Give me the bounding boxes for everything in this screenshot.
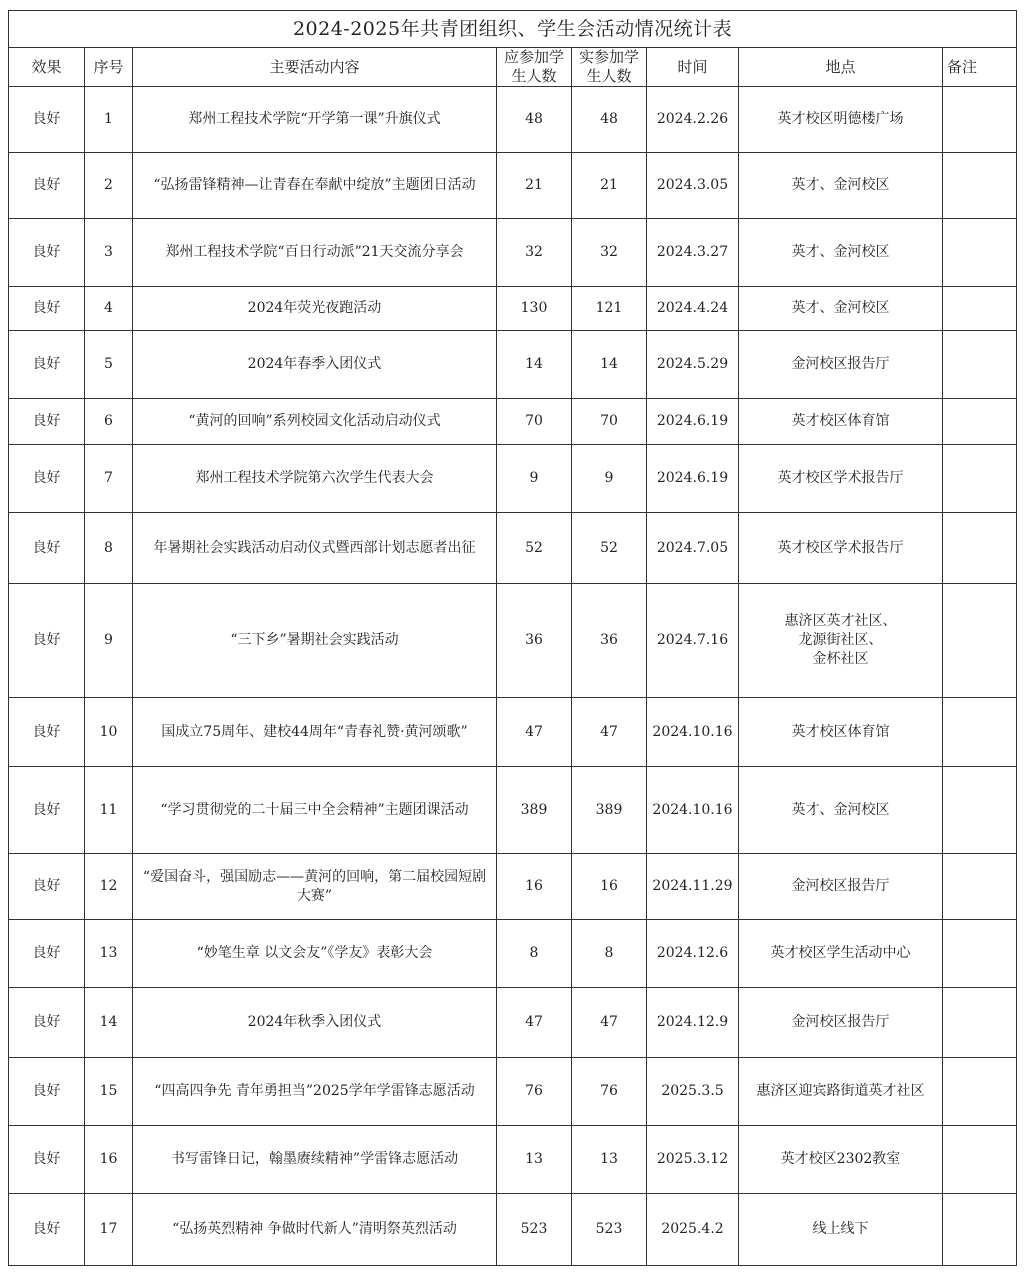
cell-expected: 48 [497,87,572,153]
header-actual: 实参加学生人数 [572,48,647,87]
cell-place: 金河校区报告厅 [739,854,943,920]
table-row [9,219,1017,287]
cell-actual: 523 [572,1194,647,1266]
cell-content: 书写雷锋日记，翰墨赓续精神”学雷锋志愿活动 [133,1126,497,1194]
cell-time: 2024.5.29 [647,331,739,399]
cell-note [943,1194,1017,1266]
cell-expected: 47 [497,988,572,1058]
table-row [9,287,1017,331]
cell-effect: 良好 [9,513,85,584]
header-time: 时间 [647,48,739,87]
cell-expected: 21 [497,153,572,219]
cell-note [943,767,1017,854]
cell-place: 金河校区报告厅 [739,988,943,1058]
cell-actual: 47 [572,698,647,767]
cell-place: 惠济区迎宾路街道英才社区 [739,1058,943,1126]
cell-note [943,399,1017,445]
cell-effect: 良好 [9,698,85,767]
cell-time: 2024.3.05 [647,153,739,219]
cell-place: 英才校区2302教室 [739,1126,943,1194]
cell-expected: 13 [497,1126,572,1194]
header-content: 主要活动内容 [133,48,497,87]
cell-seq: 2 [85,153,133,219]
cell-seq: 9 [85,584,133,698]
cell-place: 英才、金河校区 [739,767,943,854]
cell-effect: 良好 [9,331,85,399]
cell-note [943,153,1017,219]
cell-note [943,1058,1017,1126]
cell-content: “四高四争先 青年勇担当”2025学年学雷锋志愿活动 [133,1058,497,1126]
table-row [9,854,1017,920]
cell-time: 2024.10.16 [647,767,739,854]
cell-expected: 8 [497,920,572,988]
cell-time: 2024.7.05 [647,513,739,584]
cell-seq: 1 [85,87,133,153]
cell-note [943,87,1017,153]
cell-note [943,920,1017,988]
cell-place: 英才、金河校区 [739,153,943,219]
cell-effect: 良好 [9,988,85,1058]
cell-expected: 70 [497,399,572,445]
cell-content: 郑州工程技术学院“百日行动派”21天交流分享会 [133,219,497,287]
cell-effect: 良好 [9,1194,85,1266]
cell-actual: 21 [572,153,647,219]
cell-actual: 121 [572,287,647,331]
cell-effect: 良好 [9,87,85,153]
cell-expected: 76 [497,1058,572,1126]
cell-content: “妙笔生章 以文会友”《学友》表彰大会 [133,920,497,988]
table-row [9,87,1017,153]
cell-effect: 良好 [9,153,85,219]
cell-content: 2024年荧光夜跑活动 [133,287,497,331]
header-note: 备注 [943,48,1017,87]
cell-place: 英才、金河校区 [739,287,943,331]
header-row [9,48,1017,87]
cell-note [943,219,1017,287]
cell-actual: 16 [572,854,647,920]
cell-time: 2024.10.16 [647,698,739,767]
cell-time: 2025.3.12 [647,1126,739,1194]
cell-actual: 52 [572,513,647,584]
cell-seq: 16 [85,1126,133,1194]
cell-actual: 48 [572,87,647,153]
table-row [9,153,1017,219]
cell-effect: 良好 [9,854,85,920]
activity-table [8,10,1017,1266]
cell-time: 2025.3.5 [647,1058,739,1126]
header-seq: 序号 [85,48,133,87]
cell-place: 英才校区体育馆 [739,698,943,767]
cell-effect: 良好 [9,287,85,331]
cell-place: 英才、金河校区 [739,219,943,287]
cell-note [943,445,1017,513]
cell-time: 2024.3.27 [647,219,739,287]
cell-content: “黄河的回响”系列校园文化活动启动仪式 [133,399,497,445]
cell-actual: 9 [572,445,647,513]
table-row [9,988,1017,1058]
cell-seq: 3 [85,219,133,287]
cell-actual: 32 [572,219,647,287]
cell-expected: 389 [497,767,572,854]
cell-seq: 13 [85,920,133,988]
cell-effect: 良好 [9,767,85,854]
cell-seq: 14 [85,988,133,1058]
cell-actual: 8 [572,920,647,988]
cell-note [943,287,1017,331]
cell-content: “弘扬雷锋精神—让青春在奉献中绽放”主题团日活动 [133,153,497,219]
cell-place: 英才校区明德楼广场 [739,87,943,153]
table-row [9,331,1017,399]
cell-effect: 良好 [9,399,85,445]
cell-effect: 良好 [9,219,85,287]
cell-seq: 12 [85,854,133,920]
cell-content: 2024年秋季入团仪式 [133,988,497,1058]
cell-seq: 6 [85,399,133,445]
cell-effect: 良好 [9,445,85,513]
cell-time: 2024.11.29 [647,854,739,920]
cell-seq: 4 [85,287,133,331]
cell-expected: 32 [497,219,572,287]
cell-content: “三下乡”暑期社会实践活动 [133,584,497,698]
cell-content: 郑州工程技术学院“开学第一课”升旗仪式 [133,87,497,153]
cell-actual: 76 [572,1058,647,1126]
header-effect: 效果 [9,48,85,87]
cell-time: 2024.2.26 [647,87,739,153]
cell-time: 2024.12.9 [647,988,739,1058]
cell-seq: 8 [85,513,133,584]
cell-note [943,854,1017,920]
cell-content: 郑州工程技术学院第六次学生代表大会 [133,445,497,513]
cell-actual: 47 [572,988,647,1058]
cell-place: 线上线下 [739,1194,943,1266]
cell-seq: 11 [85,767,133,854]
cell-seq: 15 [85,1058,133,1126]
cell-effect: 良好 [9,1058,85,1126]
cell-effect: 良好 [9,920,85,988]
table-row [9,767,1017,854]
cell-place: 英才校区学术报告厅 [739,513,943,584]
table-row [9,920,1017,988]
cell-note [943,1126,1017,1194]
cell-note [943,513,1017,584]
cell-expected: 14 [497,331,572,399]
cell-place: 惠济区英才社区、 龙源街社区、 金杯社区 [739,584,943,698]
statistics-sheet [8,10,1016,1266]
cell-place: 金河校区报告厅 [739,331,943,399]
cell-actual: 13 [572,1126,647,1194]
cell-actual: 36 [572,584,647,698]
cell-seq: 7 [85,445,133,513]
cell-time: 2024.7.16 [647,584,739,698]
cell-expected: 47 [497,698,572,767]
table-row [9,399,1017,445]
cell-place: 英才校区体育馆 [739,399,943,445]
cell-expected: 16 [497,854,572,920]
cell-time: 2024.6.19 [647,399,739,445]
cell-actual: 14 [572,331,647,399]
cell-note [943,331,1017,399]
table-row [9,1126,1017,1194]
header-place: 地点 [739,48,943,87]
cell-expected: 52 [497,513,572,584]
cell-expected: 36 [497,584,572,698]
cell-content: “学习贯彻党的二十届三中全会精神”主题团课活动 [133,767,497,854]
table-row [9,1194,1017,1266]
cell-effect: 良好 [9,584,85,698]
cell-time: 2024.12.6 [647,920,739,988]
cell-seq: 10 [85,698,133,767]
cell-time: 2025.4.2 [647,1194,739,1266]
cell-seq: 5 [85,331,133,399]
cell-time: 2024.4.24 [647,287,739,331]
cell-place: 英才校区学术报告厅 [739,445,943,513]
cell-expected: 9 [497,445,572,513]
table-body [9,87,1017,1266]
cell-content: 国成立75周年、建校44周年“青春礼赞·黄河颂歌” [133,698,497,767]
cell-time: 2024.6.19 [647,445,739,513]
cell-content: “弘扬英烈精神 争做时代新人”清明祭英烈活动 [133,1194,497,1266]
cell-actual: 389 [572,767,647,854]
cell-expected: 130 [497,287,572,331]
cell-place: 英才校区学生活动中心 [739,920,943,988]
table-row [9,513,1017,584]
cell-note [943,988,1017,1058]
cell-seq: 17 [85,1194,133,1266]
table-title: 2024-2025年共青团组织、学生会活动情况统计表 [9,11,1017,48]
table-row [9,1058,1017,1126]
header-expected: 应参加学生人数 [497,48,572,87]
cell-content: “爱国奋斗，强国励志——黄河的回响，第二届校园短剧大赛” [133,854,497,920]
cell-effect: 良好 [9,1126,85,1194]
cell-note [943,584,1017,698]
cell-content: 2024年春季入团仪式 [133,331,497,399]
cell-actual: 70 [572,399,647,445]
cell-expected: 523 [497,1194,572,1266]
table-row [9,445,1017,513]
table-row [9,584,1017,698]
table-row [9,698,1017,767]
cell-content: 年暑期社会实践活动启动仪式暨西部计划志愿者出征 [133,513,497,584]
cell-note [943,698,1017,767]
